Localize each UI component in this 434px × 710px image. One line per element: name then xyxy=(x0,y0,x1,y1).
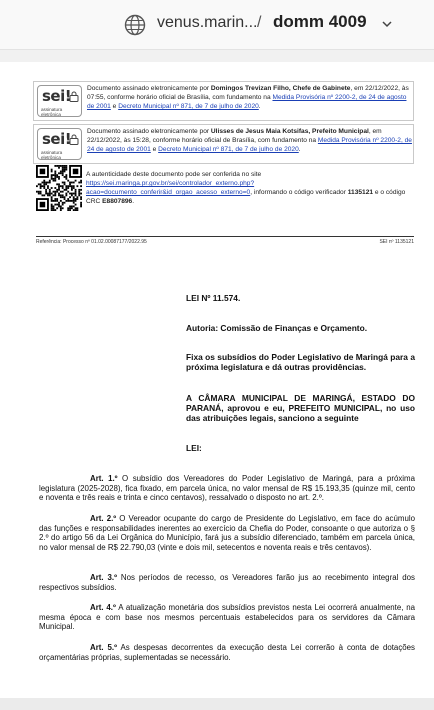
sei-number: SEI nº 1135121 xyxy=(379,239,414,245)
mp-link[interactable]: Medida Provisória nº 2200-2, de 24 de agosto de 2001 xyxy=(87,94,407,110)
decree-link[interactable]: Decreto Municipal nº 871, de 7 de julho de 2020 xyxy=(118,103,259,110)
qr-code-icon[interactable] xyxy=(36,165,82,211)
law-summary: Fixa os subsídios do Poder Legislativo de Maringá para a próxima legislatura e dá outras providências. xyxy=(186,352,415,372)
viewer-bottom-strip xyxy=(0,698,434,710)
verification-code: 1135121 xyxy=(347,189,374,196)
path-separator: / xyxy=(257,14,262,31)
law-authorship: Autoria: Comissão de Finanças e Orçamento. xyxy=(186,323,368,333)
lock-icon xyxy=(69,91,79,102)
reference-divider xyxy=(36,236,414,237)
decree-link[interactable]: Decreto Municipal nº 871, de 7 de julho de 2020 xyxy=(158,146,299,153)
sei-logo: sei! assinatura eletrônica xyxy=(37,85,82,117)
law-number: LEI Nº 11.574. xyxy=(186,293,241,303)
article-2: Art. 2.º O Vereador ocupante do cargo de Presidente do Legislativo, em face do acúmulo das funções e responsabilidades inerentes ao exercício da Chefia do Poder, consoante o que autoriza o § 2.º do artigo 56 da Lei Orgânica do Município, fará jus a subsídio diferenciado, também em parcela única, no valor mensal de R$ 22.790,03 (vinte e dois mil, setecentos e noventa reais e três centavos). xyxy=(39,514,415,553)
site-name[interactable]: venus.marin... xyxy=(157,14,258,31)
signature-block xyxy=(33,124,414,164)
verification-link[interactable]: https://sei.maringa.pr.gov.br/sei/controlador_externo.php?acao=documento_conferir&id_orgao_acesso_externo=0 xyxy=(86,180,255,196)
signer-name: Domingos Trevizan Filho, Chefe de Gabinete xyxy=(210,85,351,92)
mp-link[interactable]: Medida Provisória nº 2200-2, de 24 de agosto de 2001 xyxy=(87,137,412,153)
document-name[interactable]: domm 4009 xyxy=(273,12,367,31)
signer-name: Ulisses de Jesus Maia Kotsifas, Prefeito Municipal xyxy=(210,128,369,135)
law-preamble: A CÂMARA MUNICIPAL DE MARINGÁ, ESTADO DO PARANÁ, aprovou e eu, PREFEITO MUNICIPAL, no uso das atribuições legais, sanciono a seguinte xyxy=(186,393,415,423)
lock-icon xyxy=(69,134,79,145)
signature-text: Documento assinado eletronicamente por Domingos Trevizan Filho, Chefe de Gabinete, em 22/12/2022, às 07:55, conforme horário oficial de Brasília, com fundamento na Medida Provisória nº 2200-2, de 24 de agosto de 2001 e Decreto Municipal nº 871, de 7 de julho de 2020. xyxy=(87,85,409,110)
article-4: Art. 4.º A atualização monetária dos subsídios previstos nesta Lei ocorrerá anualmente, na mesma época e com base nos mesmos percentuais estabelecidos para os servidores da Câmara Municipal. xyxy=(39,603,415,632)
law-label: LEI: xyxy=(186,443,202,453)
process-reference: Referência: Processo nº 01.02.00087177/2022.95 xyxy=(36,239,147,245)
chevron-down-icon[interactable] xyxy=(381,18,393,30)
document-page xyxy=(0,62,434,698)
verification-text: A autenticidade deste documento pode ser conferida no site https://sei.maringa.pr.gov.br/sei/controlador_externo.php?acao=documento_conferir&id_orgao_acesso_externo=0, informando o código verificador 1135121 e o código CRC E8807896. xyxy=(86,171,406,205)
sei-logo: sei! assinatura eletrônica xyxy=(37,128,82,160)
article-1: Art. 1.º O subsídio dos Vereadores do Poder Legislativo de Maringá, para a próxima legislatura (2025-2028), fica fixado, em parcela única, no valor mensal de R$ 15.193,35 (quinze mil, cento e noventa e três reais e trinta e cinco centavos), ressalvado o disposto no art. 2.º. xyxy=(39,474,415,503)
browser-toolbar xyxy=(0,0,434,50)
signature-block xyxy=(33,81,414,121)
crc-code: E8807896 xyxy=(102,198,133,205)
article-3: Art. 3.º Nos períodos de recesso, os Vereadores farão jus ao recebimento integral dos respectivos subsídios. xyxy=(39,573,415,592)
globe-icon xyxy=(124,14,146,36)
signature-text: Documento assinado eletronicamente por Ulisses de Jesus Maia Kotsifas, Prefeito Municipal, em 22/12/2022, às 15:28, conforme horário oficial de Brasília, com fundamento na Medida Provisória nº 2200-2, de 24 de agosto de 2001 e Decreto Municipal nº 871, de 7 de julho de 2020. xyxy=(87,128,412,153)
verification-block xyxy=(33,164,414,212)
article-5: Art. 5.º As despesas decorrentes da execução desta Lei correrão à conta de dotações orçamentárias próprias, suplementadas se necessário. xyxy=(39,643,415,662)
